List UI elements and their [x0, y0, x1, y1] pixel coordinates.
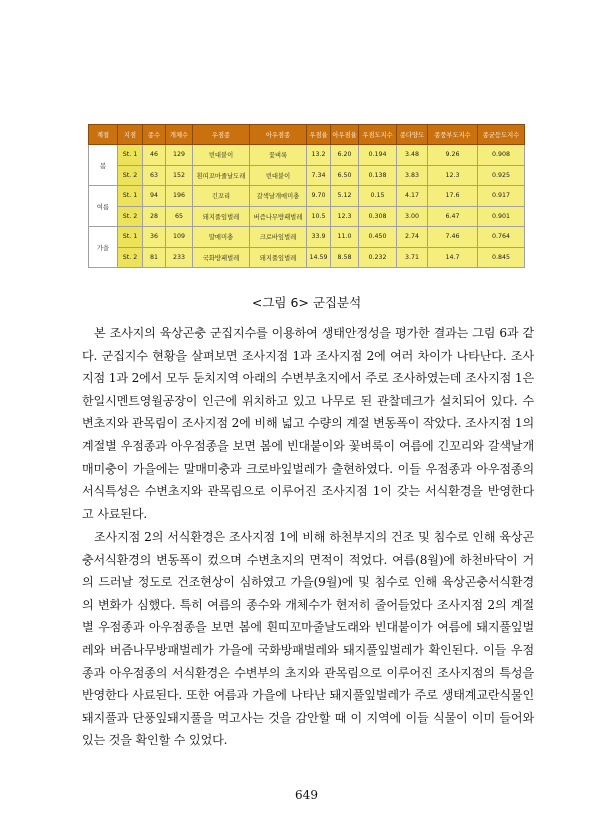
- site-cell: St. 2: [118, 247, 143, 268]
- table-cell: 9.26: [428, 145, 478, 166]
- table-cell: 3.48: [397, 145, 428, 166]
- table-cell: 6.20: [331, 145, 359, 166]
- table-cell: 33.9: [307, 227, 331, 248]
- table-cell: 10.5: [307, 206, 331, 227]
- column-header: 종다양도: [397, 125, 428, 145]
- season-cell: 여름: [89, 186, 118, 227]
- table-cell: 0.845: [478, 247, 525, 268]
- table-row: [89, 227, 525, 248]
- table-cell: 크로바잎벌레: [250, 227, 307, 248]
- table-cell: 3.00: [397, 206, 428, 227]
- column-header: 종풍부도지수: [428, 125, 478, 145]
- column-header: 종균등도지수: [478, 125, 525, 145]
- table-cell: 0.450: [359, 227, 397, 248]
- table-cell: 152: [166, 165, 193, 186]
- site-cell: St. 1: [118, 186, 143, 207]
- table-cell: 13.2: [307, 145, 331, 166]
- site-cell: St. 1: [118, 145, 143, 166]
- table-cell: 8.58: [331, 247, 359, 268]
- column-header: 지점: [118, 125, 143, 145]
- table-cell: 9.70: [307, 186, 331, 207]
- table-cell: 94: [143, 186, 166, 207]
- table-cell: 갈색날개매미충: [250, 186, 307, 207]
- table-cell: 6.50: [331, 165, 359, 186]
- table-cell: 65: [166, 206, 193, 227]
- table-cell: 28: [143, 206, 166, 227]
- column-header: 우점율: [307, 125, 331, 145]
- table-row: [89, 145, 525, 166]
- table-cell: 버즘나무방패벌레: [250, 206, 307, 227]
- cluster-analysis-table: [88, 124, 525, 268]
- table-cell: 196: [166, 186, 193, 207]
- body-paragraph-2: 조사지점 2의 서식환경은 조사지점 1에 비해 하천부지의 건조 및 침수로 인해 육상곤충서식환경의 변동폭이 컸으며 수변초지의 면적이 적었다. 여름(8월)에 하천바닥이 거의 드러날 정도로 건조현상이 심하였고 가을(9월)에 및 침수로 인해 육상곤충서식환경의 변화가 심했다. 특히 여름의 종수와 개체수가 현저히 줄어들었다 조사지점 2의 계절별 우점종과 아우점종을 보면 봄에 흰띠꼬마줄날도래와 빈대붙이가 여름에 돼지풀잎벌레와 버즘나무방패벌레가 가을에 국화방패벌레와 돼지풀잎벌레가 확인된다. 이들 우점종과 아우점종의 서식환경은 수변부의 초지와 관목림으로 이루어진 조사지점의 특성을 반영한다 사료된다. 또한 여름과 가을에 나타난 돼지풀잎벌레가 주로 생태계교란식물인 돼지풀과 단풍잎돼지풀을 먹고사는 것을 감안할 때 이 지역에 이들 식물이 이미 들어와 있는 것을 확인할 수 있었다.: [82, 530, 534, 748]
- column-header: 개체수: [166, 125, 193, 145]
- table-cell: 0.764: [478, 227, 525, 248]
- table-cell: 0.917: [478, 186, 525, 207]
- table-cell: 7.46: [428, 227, 478, 248]
- table-cell: 0.15: [359, 186, 397, 207]
- table-cell: 돼지풀잎벌레: [193, 206, 250, 227]
- season-cell: 봄: [89, 145, 118, 186]
- table-cell: 빈대붙이: [193, 145, 250, 166]
- table-cell: 12.3: [428, 165, 478, 186]
- site-cell: St. 2: [118, 165, 143, 186]
- table-cell: 0.194: [359, 145, 397, 166]
- table-cell: 14.7: [428, 247, 478, 268]
- table-cell: 빈대붙이: [250, 165, 307, 186]
- table-cell: 5.12: [331, 186, 359, 207]
- table-cell: 말매미충: [193, 227, 250, 248]
- column-header: 아우점율: [331, 125, 359, 145]
- table-row: [89, 186, 525, 207]
- table-cell: 0.308: [359, 206, 397, 227]
- table-cell: 7.34: [307, 165, 331, 186]
- body-paragraph-1: 본 조사지의 육상곤충 군집지수를 이용하여 생태안정성을 평가한 결과는 그림 6과 같다. 군집지수 현황을 살펴보면 조사지점 1과 조사지점 2에 여러 차이가 나타난다. 조사지점 1과 2에서 모두 둔치지역 아래의 수변부초지에서 주로 조사하였는데 조사지점 1은 한일시멘트영월공장이 인근에 위치하고 있고 나무로 된 관찰데크가 설치되어 있다. 수변초지와 관목림이 조사지점 2에 비해 넓고 수량의 계절 변동폭이 작았다. 조사지점 1의 계절별 우점종과 아우점종을 보면 봄에 빈대붙이와 꽃벼룩이 여름에 긴꼬리와 갈색날개매미충이 가을에는 말매미충과 크로바잎벌레가 출현하였다. 이들 우점종과 아우점종의 서식특성은 수변초지와 관목림으로 이루어진 조사지점 1이 갖는 서식환경을 반영한다고 사료된다.: [82, 326, 534, 521]
- table-cell: 233: [166, 247, 193, 268]
- table-cell: 긴꼬리: [193, 186, 250, 207]
- table-cell: 6.47: [428, 206, 478, 227]
- season-cell: 가을: [89, 227, 118, 268]
- table-cell: 0.901: [478, 206, 525, 227]
- table-cell: 81: [143, 247, 166, 268]
- table-cell: 국화방패벌레: [193, 247, 250, 268]
- table-cell: 129: [166, 145, 193, 166]
- table-cell: 109: [166, 227, 193, 248]
- table-cell: 흰띠꼬마줄날도래: [193, 165, 250, 186]
- column-header: 종수: [143, 125, 166, 145]
- table-cell: 돼지풀잎벌레: [250, 247, 307, 268]
- table-header-row: [89, 125, 525, 145]
- cluster-analysis-figure: [88, 124, 524, 268]
- table-cell: 63: [143, 165, 166, 186]
- table-row: [89, 165, 525, 186]
- table-row: [89, 247, 525, 268]
- column-header: 우점종: [193, 125, 250, 145]
- table-cell: 꽃벼룩: [250, 145, 307, 166]
- page-number: 649: [295, 788, 318, 802]
- table-cell: 17.6: [428, 186, 478, 207]
- table-row: [89, 206, 525, 227]
- table-cell: 36: [143, 227, 166, 248]
- table-cell: 46: [143, 145, 166, 166]
- table-cell: 14.59: [307, 247, 331, 268]
- table-cell: 3.71: [397, 247, 428, 268]
- table-cell: 0.908: [478, 145, 525, 166]
- site-cell: St. 2: [118, 206, 143, 227]
- table-cell: 0.925: [478, 165, 525, 186]
- figure-caption: <그림 6> 군집분석: [251, 295, 362, 310]
- table-cell: 0.232: [359, 247, 397, 268]
- site-cell: St. 1: [118, 227, 143, 248]
- table-cell: 4.17: [397, 186, 428, 207]
- column-header: 아우점종: [250, 125, 307, 145]
- column-header: 계절: [89, 125, 118, 145]
- table-cell: 11.0: [331, 227, 359, 248]
- table-cell: 12.3: [331, 206, 359, 227]
- column-header: 우점도지수: [359, 125, 397, 145]
- table-cell: 0.138: [359, 165, 397, 186]
- table-cell: 2.74: [397, 227, 428, 248]
- table-cell: 3.83: [397, 165, 428, 186]
